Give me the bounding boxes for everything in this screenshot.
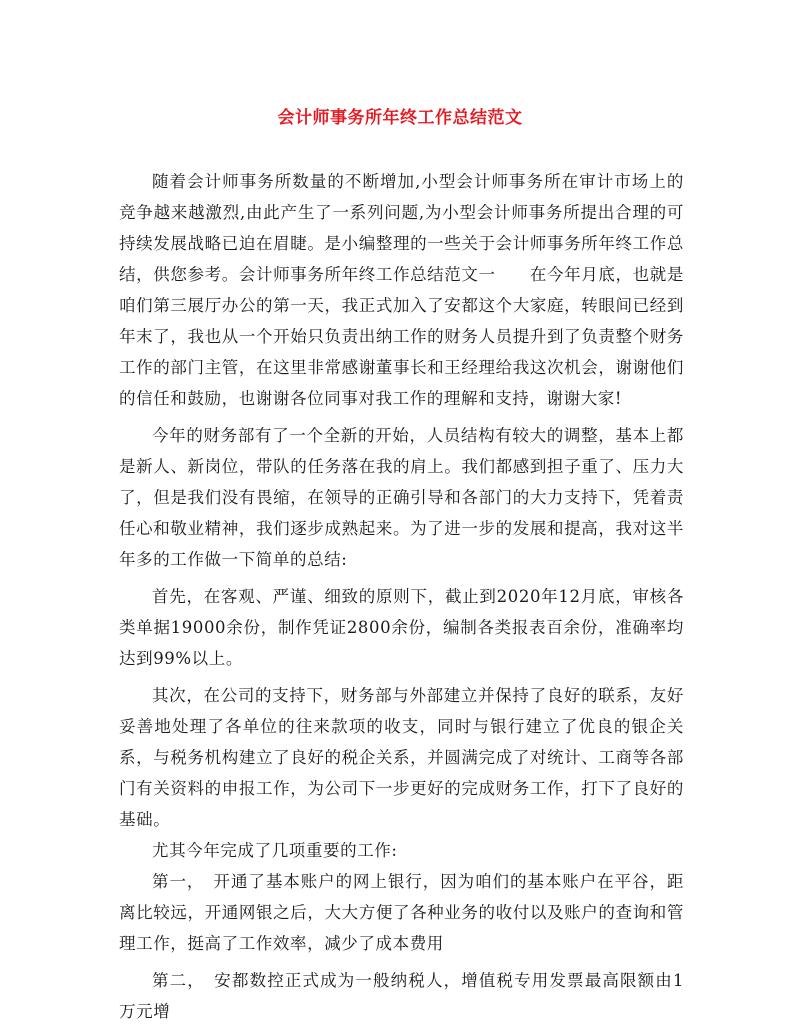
paragraph-item-first: 第一， 开通了基本账户的网上银行，因为咱们的基本账户在平谷，距离比较远，开通网银之后，大大方便了各种业务的收付以及账户的查询和管理工作，挺高了工作效率，减少了成本费用 (119, 872, 684, 953)
paragraph-intro: 随着会计师事务所数量的不断增加,小型会计师事务所在审计市场上的竞争越来越激烈,由此产生了一系列问题,为小型会计师事务所提出合理的可持续发展战略已迫在眉睫。是小编整理的一些关于会计师事务所年终工作总结，供您参考。会计师事务所年终工作总结范文一 在今年月底，也就是咱们第三展厅办公的第一天，我正式加入了安都这个大家庭，转眼间已经到年末了，我也从一个开始只负责出纳工作的财务人员提升到了负责整个财务工作的部门主管，在这里非常感谢董事长和王经理给我这次机会，谢谢他们的信任和鼓励，也谢谢各位同事对我工作的理解和支持，谢谢大家! (119, 172, 684, 408)
paragraph-finance-department: 今年的财务部有了一个全新的开始，人员结构有较大的调整，基本上都是新人、新岗位，带队的任务落在我的肩上。我们都感到担子重了、压力大了，但是我们没有畏缩，在领导的正确引导和各部门的大力支持下，凭着责任心和敬业精神，我们逐步成熟起来。为了进一步的发展和提高，我对这半年多的工作做一下简单的总结: (119, 426, 684, 569)
document-body (119, 166, 684, 1027)
document-title: 会计师事务所年终工作总结范文 (277, 108, 523, 128)
paragraph-important-work-heading: 尤其今年完成了几项重要的工作: (152, 841, 398, 860)
paragraph-external-relations: 其次，在公司的支持下，财务部与外部建立并保持了良好的联系，友好妥善地处理了各单位的往来款项的收支，同时与银行建立了优良的银企关系，与税务机构建立了良好的税企关系，并圆满完成了对统计、工商等各部门有关资料的申报工作，为公司下一步更好的完成财务工作，打下了良好的基础。 (119, 686, 684, 829)
paragraph-item-second: 第二， 安都数控正式成为一般纳税人，增值税专用发票最高限额由1万元增 (119, 971, 684, 1021)
paragraph-first-achievements: 首先，在客观、严谨、细致的原则下，截止到2020年12月底，审核各类单据19000余份，制作凭证2800余份，编制各类报表百余份，准确率均达到99%以上。 (119, 587, 684, 668)
